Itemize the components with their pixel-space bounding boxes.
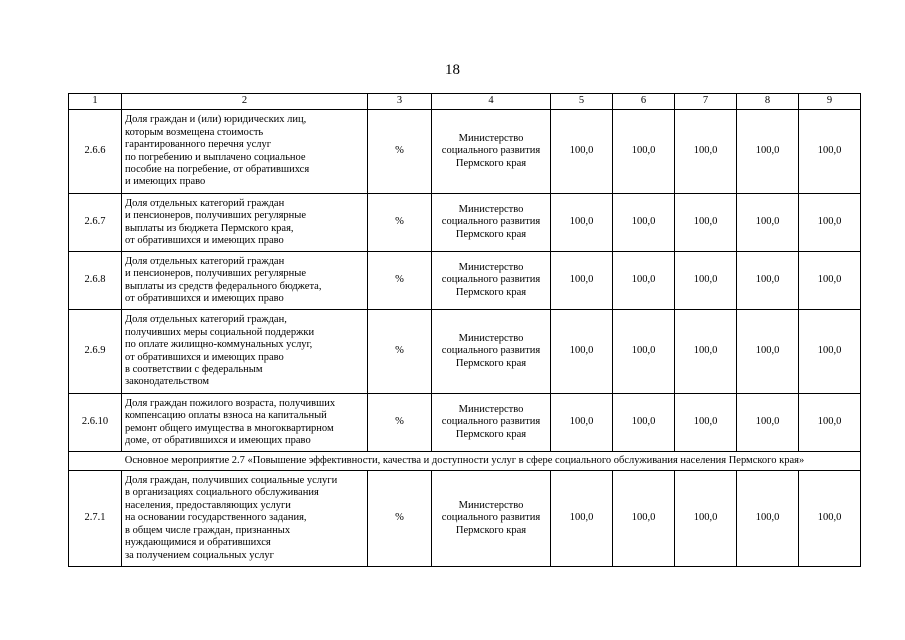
indicator-code: 2.6.10	[69, 394, 122, 452]
value-col-5: 100,0	[551, 252, 613, 310]
responsible-ministry: Министерство социального развития Пермского края	[432, 252, 551, 310]
value-col-8: 100,0	[737, 110, 799, 194]
column-header: 6	[613, 94, 675, 110]
indicator-code: 2.7.1	[69, 471, 122, 567]
responsible-ministry: Министерство социального развития Пермского края	[432, 110, 551, 194]
indicator-code: 2.6.9	[69, 310, 122, 394]
value-col-7: 100,0	[675, 252, 737, 310]
value-col-8: 100,0	[737, 394, 799, 452]
column-header: 8	[737, 94, 799, 110]
indicator-description: Доля граждан и (или) юридических лиц, которым возмещена стоимость гарантированного перечня услуг по погребению и выплачено социальное пособие на погребение, от обратившихся и имеющих право	[122, 110, 368, 194]
value-col-8: 100,0	[737, 194, 799, 252]
unit-of-measure: %	[368, 310, 432, 394]
value-col-9: 100,0	[799, 194, 861, 252]
unit-of-measure: %	[368, 194, 432, 252]
page-number: 18	[445, 62, 460, 78]
value-col-7: 100,0	[675, 471, 737, 567]
indicator-code: 2.6.8	[69, 252, 122, 310]
value-col-6: 100,0	[613, 310, 675, 394]
responsible-ministry: Министерство социального развития Пермского края	[432, 394, 551, 452]
value-col-8: 100,0	[737, 471, 799, 567]
section-title: Основное мероприятие 2.7 «Повышение эффективности, качества и доступности услуг в сфере социального обслуживания населения Пермского края»	[69, 452, 861, 471]
value-col-6: 100,0	[613, 394, 675, 452]
value-col-6: 100,0	[613, 252, 675, 310]
table-row	[69, 194, 861, 252]
table-header-row	[69, 94, 861, 110]
column-header: 2	[122, 94, 368, 110]
responsible-ministry: Министерство социального развития Пермского края	[432, 471, 551, 567]
value-col-8: 100,0	[737, 252, 799, 310]
table-row	[69, 471, 861, 567]
value-col-9: 100,0	[799, 471, 861, 567]
value-col-8: 100,0	[737, 310, 799, 394]
responsible-ministry: Министерство социального развития Пермского края	[432, 194, 551, 252]
unit-of-measure: %	[368, 110, 432, 194]
column-header: 4	[432, 94, 551, 110]
value-col-7: 100,0	[675, 194, 737, 252]
table-row	[69, 394, 861, 452]
value-col-5: 100,0	[551, 310, 613, 394]
unit-of-measure: %	[368, 252, 432, 310]
value-col-9: 100,0	[799, 394, 861, 452]
value-col-5: 100,0	[551, 110, 613, 194]
indicator-description: Доля граждан пожилого возраста, получивших компенсацию оплаты взноса на капитальный ремонт общего имущества в многоквартирном доме, от обратившихся и имеющих право	[122, 394, 368, 452]
value-col-9: 100,0	[799, 310, 861, 394]
indicator-code: 2.6.6	[69, 110, 122, 194]
indicator-code: 2.6.7	[69, 194, 122, 252]
column-header: 1	[69, 94, 122, 110]
column-header: 9	[799, 94, 861, 110]
value-col-7: 100,0	[675, 310, 737, 394]
value-col-7: 100,0	[675, 110, 737, 194]
indicator-description: Доля отдельных категорий граждан и пенсионеров, получивших регулярные выплаты из бюджета Пермского края, от обратившихся и имеющих право	[122, 194, 368, 252]
value-col-5: 100,0	[551, 471, 613, 567]
unit-of-measure: %	[368, 471, 432, 567]
value-col-7: 100,0	[675, 394, 737, 452]
value-col-5: 100,0	[551, 194, 613, 252]
table-row	[69, 310, 861, 394]
responsible-ministry: Министерство социального развития Пермского края	[432, 310, 551, 394]
value-col-6: 100,0	[613, 110, 675, 194]
column-header: 7	[675, 94, 737, 110]
table-row	[69, 252, 861, 310]
value-col-6: 100,0	[613, 194, 675, 252]
indicator-description: Доля отдельных категорий граждан, получивших меры социальной поддержки по оплате жилищно-коммунальных услуг, от обратившихся и имеющих право в соответствии с федеральным законодательством	[122, 310, 368, 394]
column-header: 5	[551, 94, 613, 110]
indicator-description: Доля отдельных категорий граждан и пенсионеров, получивших регулярные выплаты из средств федерального бюджета, от обратившихся и имеющих право	[122, 252, 368, 310]
indicators-table	[68, 93, 861, 567]
value-col-6: 100,0	[613, 471, 675, 567]
table-row	[69, 110, 861, 194]
indicator-description: Доля граждан, получивших социальные услуги в организациях социального обслуживания населения, предоставляющих услуги на основании государственного задания, в общем числе граждан, признанных нуждающимися и обратившихся за получением социальных услуг	[122, 471, 368, 567]
value-col-5: 100,0	[551, 394, 613, 452]
table-body	[69, 94, 861, 567]
value-col-9: 100,0	[799, 110, 861, 194]
value-col-9: 100,0	[799, 252, 861, 310]
section-row	[69, 452, 861, 471]
unit-of-measure: %	[368, 394, 432, 452]
column-header: 3	[368, 94, 432, 110]
